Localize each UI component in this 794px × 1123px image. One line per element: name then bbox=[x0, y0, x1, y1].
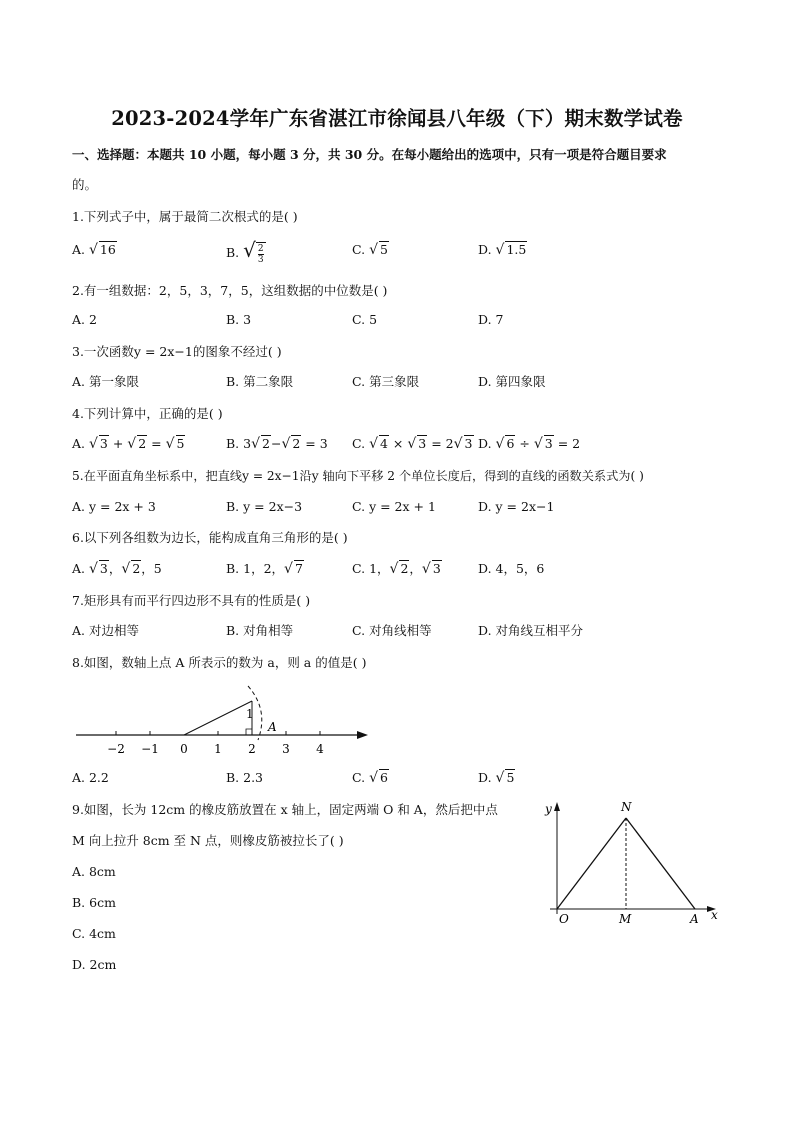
option-a[interactable]: A. √ 16 bbox=[72, 242, 116, 258]
question-4-stem: 4.下列计算中，正确的是( ) bbox=[72, 406, 223, 421]
point-a-label: A bbox=[268, 720, 277, 734]
option-d[interactable]: D. 第四象限 bbox=[478, 374, 546, 389]
question-2-stem: 2.有一组数据：2，5，3，7，5，这组数据的中位数是( ) bbox=[72, 283, 388, 298]
option-a[interactable]: A. √ 3，√ 2，5 bbox=[72, 561, 162, 577]
tick-label: 4 bbox=[316, 742, 324, 756]
option-b[interactable]: B. √ $\frac{2}{3}$ bbox=[226, 238, 264, 265]
radicand: 1.5 bbox=[506, 242, 527, 257]
option-c[interactable]: C. 第三象限 bbox=[352, 374, 420, 389]
tick-labels bbox=[107, 742, 324, 756]
option-b[interactable]: B. 2.3 bbox=[226, 770, 264, 785]
option-a[interactable]: A. 2.2 bbox=[72, 770, 109, 785]
segment-on bbox=[557, 818, 626, 909]
height-label: 1 bbox=[246, 707, 254, 721]
section-heading-cont: 的。 bbox=[72, 177, 98, 192]
question-3-options bbox=[72, 372, 722, 394]
question-4-options bbox=[72, 434, 722, 456]
option-c[interactable]: C. y = 2x + 1 bbox=[352, 499, 436, 514]
question-7-stem: 7.矩形具有而平行四边形不具有的性质是( ) bbox=[72, 593, 311, 608]
option-c[interactable]: C. √ 5 bbox=[352, 242, 388, 258]
option-b[interactable]: B. 6cm bbox=[72, 895, 116, 910]
option-a[interactable]: A. 8cm bbox=[72, 864, 116, 879]
point-n-label: N bbox=[621, 800, 632, 814]
option-label: C. bbox=[352, 242, 366, 257]
option-d[interactable]: D. √ 1.5 bbox=[478, 242, 527, 258]
option-c[interactable]: C. 4cm bbox=[72, 926, 116, 941]
question-9-stem-line1: 9.如图，长为 12cm 的橡皮筋放置在 x 轴上，固定两端 O 和 A，然后把中点 bbox=[72, 802, 498, 817]
fraction: $\frac{2}{3}$ bbox=[257, 244, 264, 265]
y-axis-arrow-icon bbox=[554, 802, 560, 811]
x-axis-label: x bbox=[711, 908, 718, 922]
section-heading: 一、选择题：本题共 10 小题，每小题 3 分，共 30 分。在每小题给出的选项中，只有一项是符合题目要求 bbox=[72, 147, 667, 162]
option-label: D. bbox=[478, 242, 492, 257]
option-c[interactable]: C. √ 4 × √ 3 = 2√ 3 bbox=[352, 436, 473, 452]
question-6-options bbox=[72, 559, 722, 581]
y-axis-label: y bbox=[545, 802, 552, 816]
option-c[interactable]: C. √ 6 bbox=[352, 770, 388, 786]
tick-label: 2 bbox=[248, 742, 256, 756]
point-a-label: A bbox=[690, 912, 699, 926]
tick-label: 3 bbox=[282, 742, 290, 756]
number-line-figure bbox=[70, 680, 380, 762]
option-a[interactable]: A. y = 2x + 3 bbox=[72, 499, 156, 514]
tick-label: −1 bbox=[141, 742, 159, 756]
option-d[interactable]: D. √ 5 bbox=[478, 770, 515, 786]
page-title: 2023-2024学年广东省湛江市徐闻县八年级（下）期末数学试卷 bbox=[111, 107, 683, 130]
question-3-stem: 3.一次函数y = 2x−1的图象不经过( ) bbox=[72, 344, 282, 359]
option-d[interactable]: D. 7 bbox=[478, 312, 504, 327]
option-b[interactable]: B. y = 2x−3 bbox=[226, 499, 303, 514]
hypotenuse bbox=[184, 701, 252, 735]
question-5-options bbox=[72, 497, 722, 519]
rubber-band-figure bbox=[540, 796, 726, 930]
option-d[interactable]: D. 对角线互相平分 bbox=[478, 623, 584, 638]
option-b[interactable]: B. 3√ 2−√ 2 = 3 bbox=[226, 436, 328, 452]
axis-arrow-icon bbox=[357, 731, 368, 739]
option-d[interactable]: D. 2cm bbox=[72, 957, 117, 972]
radicand: 16 bbox=[99, 242, 116, 257]
option-d[interactable]: D. y = 2x−1 bbox=[478, 499, 555, 514]
right-angle-mark bbox=[246, 729, 252, 735]
option-c[interactable]: C. 1，√ 2，√ 3 bbox=[352, 561, 441, 577]
question-8-stem: 8.如图，数轴上点 A 所表示的数为 a，则 a 的值是( ) bbox=[72, 655, 367, 670]
option-c[interactable]: C. 5 bbox=[352, 312, 378, 327]
radicand: 5 bbox=[380, 242, 388, 257]
option-b[interactable]: B. 3 bbox=[226, 312, 252, 327]
option-a[interactable]: A. √ 3 + √ 2 = √ 5 bbox=[72, 436, 185, 452]
question-2-options bbox=[72, 310, 722, 332]
option-a[interactable]: A. 2 bbox=[72, 312, 97, 327]
point-o-label: O bbox=[559, 912, 569, 926]
question-1-stem: 1.下列式子中，属于最简二次根式的是( ) bbox=[72, 209, 298, 224]
option-a[interactable]: A. 第一象限 bbox=[72, 374, 139, 389]
point-m-label: M bbox=[619, 912, 632, 926]
tick-label: 1 bbox=[214, 742, 222, 756]
question-9-stem-line2: M 向上拉升 8cm 至 N 点，则橡皮筋被拉长了( ) bbox=[72, 833, 344, 848]
option-b[interactable]: B. 对角相等 bbox=[226, 623, 294, 638]
option-a[interactable]: A. 对边相等 bbox=[72, 623, 139, 638]
question-5-stem: 5.在平面直角坐标系中，把直线y = 2x−1沿y 轴向下平移 2 个单位长度后，得到的直线的函数关系式为( ) bbox=[72, 469, 644, 483]
question-7-options bbox=[72, 621, 722, 643]
option-b[interactable]: B. 1，2，√ 7 bbox=[226, 561, 303, 577]
option-label: B. bbox=[226, 245, 240, 260]
question-1-options bbox=[72, 238, 722, 265]
option-b[interactable]: B. 第二象限 bbox=[226, 374, 294, 389]
tick-label: 0 bbox=[180, 742, 188, 756]
option-d[interactable]: D. √ 6 ÷ √ 3 = 2 bbox=[478, 436, 581, 452]
tick-label: −2 bbox=[107, 742, 125, 756]
question-8-options bbox=[72, 768, 722, 790]
option-c[interactable]: C. 对角线相等 bbox=[352, 623, 432, 638]
option-d[interactable]: D. 4，5，6 bbox=[478, 561, 545, 576]
segment-na bbox=[626, 818, 695, 909]
option-label: A. bbox=[72, 242, 86, 257]
question-6-stem: 6.以下列各组数为边长，能构成直角三角形的是( ) bbox=[72, 530, 348, 545]
